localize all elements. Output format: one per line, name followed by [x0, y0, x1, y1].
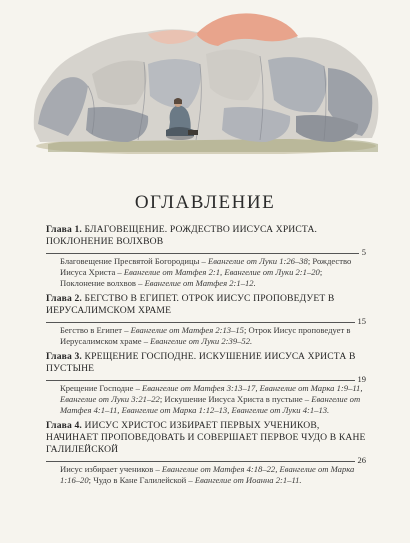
entry-name: Иисус избирает учеников	[60, 464, 154, 474]
page-number: 5	[361, 247, 366, 257]
chapter-number: Глава 3.	[46, 351, 82, 362]
leader-line	[46, 253, 359, 254]
chapter-2[interactable]	[46, 293, 366, 347]
chapter-entries: Крещение Господне – Евангелие от Матфея 3:13–17, Евангелие от Марка 1:9–11, Евангелие от Луки 3:21–22; Искушение Иисуса Христа в пустыне – Евангелие от Матфея 4:1–11, Евангелие от Марка 1:12–13, Евангелие от Луки 4:1–13.	[60, 383, 363, 415]
entry-name: Поклонение волхвов	[60, 278, 136, 288]
leader-rule	[46, 456, 366, 464]
chapter-heading	[46, 420, 366, 456]
page-number: 26	[357, 455, 366, 465]
entry-name: Чудо в Кане Галилейской	[93, 475, 187, 485]
leader-rule	[46, 375, 366, 383]
chapter-title: БЕГСТВО В ЕГИПЕТ. ОТРОК ИИСУС ПРОПОВЕДУЕТ В ИЕРУСАЛИМСКОМ ХРАМЕ	[46, 293, 335, 316]
entry-source: Евангелие от Матфея 3:13–17, Евангелие от Марка 1:9–11, Евангелие от Луки 3:21–22	[60, 383, 363, 404]
leader-line	[46, 380, 355, 381]
leader-line	[46, 322, 355, 323]
chapter-heading	[46, 351, 366, 375]
leader-rule	[46, 317, 366, 325]
leader-line	[46, 461, 355, 462]
entry-source: Евангелие от Луки 1:26–38	[208, 256, 308, 266]
rock-with-seated-figure-icon	[28, 4, 384, 154]
entry-source: Евангелие от Иоанна 2:1–11.	[194, 475, 302, 485]
chapter-3[interactable]	[46, 351, 366, 416]
chapter-1[interactable]	[46, 224, 366, 289]
entry-name: Отрок Иисус проповедует в Иерусалимском храме	[60, 325, 351, 346]
entry-name: Бегство в Египет	[60, 325, 123, 335]
chapter-number: Глава 2.	[46, 293, 82, 304]
chapter-title: БЛАГОВЕЩЕНИЕ. РОЖДЕСТВО ИИСУСА ХРИСТА. ПОКЛОНЕНИЕ ВОЛХВОВ	[46, 224, 318, 247]
chapter-entries: Благовещение Пресвятой Богородицы – Евангелие от Луки 1:26–38; Рождество Иисуса Христа – Евангелие от Матфея 2:1, Евангелие от Луки 2:1–20; Поклонение волхвов – Евангелие от Матфея 2:1–12.	[60, 256, 352, 288]
entry-source: Евангелие от Матфея 2:1–12.	[144, 278, 256, 288]
toc-title: ОГЛАВЛЕНИЕ	[134, 192, 276, 213]
entry-source: Евангелие от Луки 2:39–52.	[150, 336, 253, 346]
chapter-heading	[46, 293, 366, 317]
entry-name: Искушение Иисуса Христа в пустыне	[164, 394, 303, 404]
entry-source: Евангелие от Матфея 4:18–22, Евангелие от Марка 1:16–20	[60, 464, 355, 485]
chapter-title: КРЕЩЕНИЕ ГОСПОДНЕ. ИСКУШЕНИЕ ИИСУСА ХРИСТА В ПУСТЫНЕ	[46, 351, 356, 374]
entry-source: Евангелие от Матфея 2:13–15	[130, 325, 244, 335]
chapter-number: Глава 1.	[46, 224, 82, 235]
chapter-entries: Бегство в Египет – Евангелие от Матфея 2:13–15; Отрок Иисус проповедует в Иерусалимском храме – Евангелие от Луки 2:39–52.	[60, 325, 351, 346]
chapter-entries: Иисус избирает учеников – Евангелие от Матфея 4:18–22, Евангелие от Марка 1:16–20; Чудо в Кане Галилейской – Евангелие от Иоанна 2:1–11.	[60, 464, 355, 485]
page-number: 15	[357, 316, 366, 326]
chapter-title: ИИСУС ХРИСТОС ИЗБИРАЕТ ПЕРВЫХ УЧЕНИКОВ, НАЧИНАЕТ ПРОПОВЕДОВАТЬ И СОВЕРШАЕТ ПЕРВОЕ ЧУДО В КАНЕ ГАЛИЛЕЙСКОЙ	[46, 420, 366, 455]
entry-name: Благовещение Пресвятой Богородицы	[60, 256, 200, 266]
entry-name: Рождество Иисуса Христа	[60, 256, 352, 277]
entry-source: Евангелие от Матфея 2:1, Евангелие от Луки 2:1–20	[123, 267, 320, 277]
chapter-heading	[46, 224, 366, 248]
page-number: 19	[357, 374, 366, 384]
entry-source: Евангелие от Матфея 4:1–11, Евангелие от Марка 1:12–13, Евангелие от Луки 4:1–13.	[60, 394, 361, 415]
chapter-number: Глава 4.	[46, 420, 82, 431]
table-of-contents	[46, 224, 366, 490]
chapter-4[interactable]	[46, 420, 366, 486]
leader-rule	[46, 248, 366, 256]
entry-name: Крещение Господне	[60, 383, 134, 393]
